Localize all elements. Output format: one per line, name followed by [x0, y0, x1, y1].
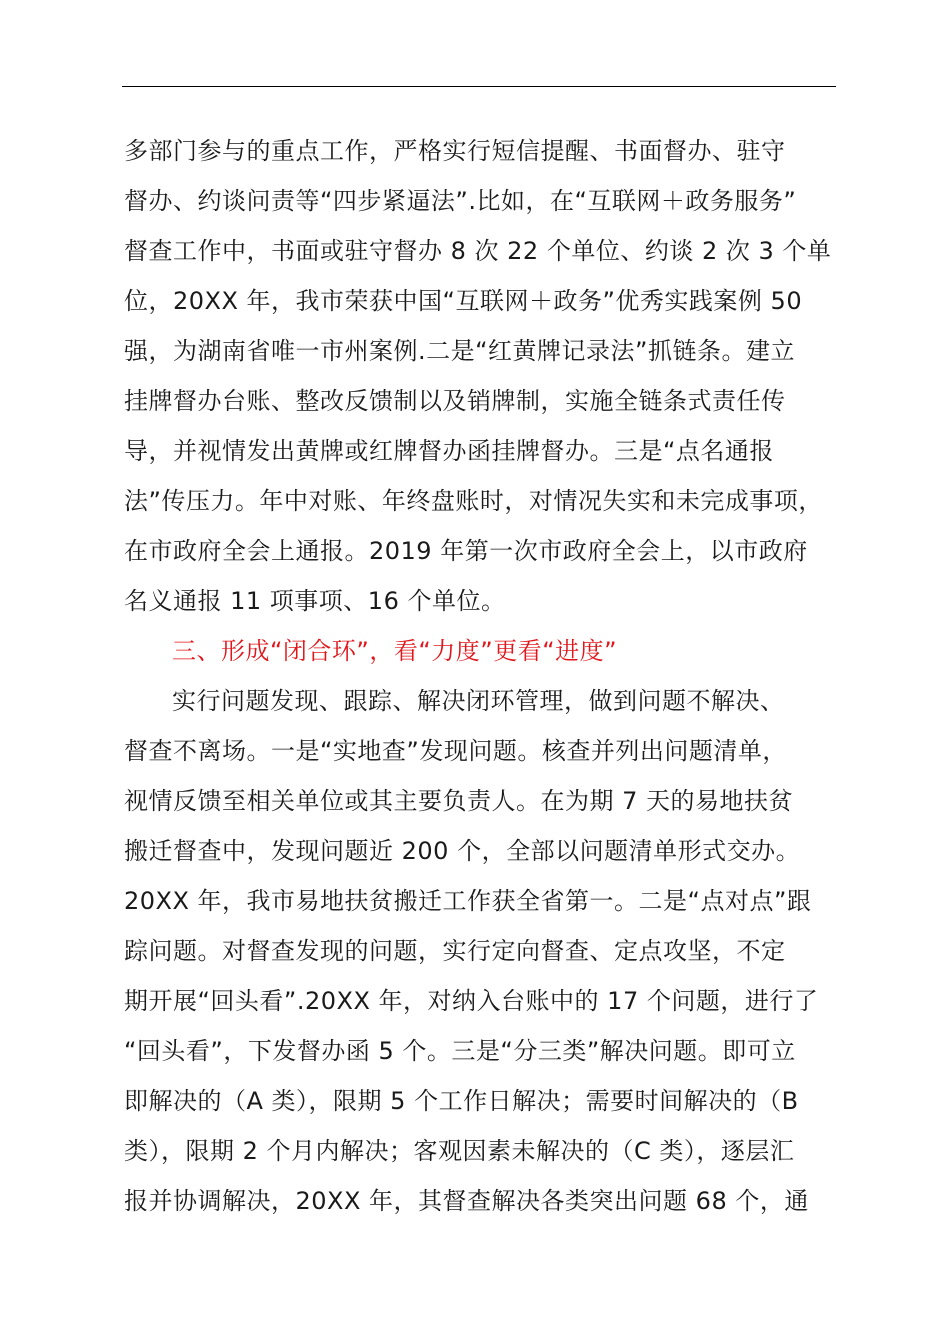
body-line: 期开展“回头看”.20XX 年，对纳入台账中的 17 个问题，进行了: [124, 987, 819, 1015]
body-line: 督查工作中，书面或驻守督办 8 次 22 个单位、约谈 2 次 3 个单: [124, 237, 832, 265]
body-line: 多部门参与的重点工作，严格实行短信提醒、书面督办、驻守: [124, 137, 786, 165]
body-line: 视情反馈至相关单位或其主要负责人。在为期 7 天的易地扶贫: [124, 787, 794, 815]
body-line: 搬迁督查中，发现问题近 200 个，全部以问题清单形式交办。: [124, 837, 801, 865]
body-line: 督查不离场。一是“实地查”发现问题。核查并列出问题清单，: [124, 737, 787, 765]
body-line: 导，并视情发出黄牌或红牌督办函挂牌督办。三是“点名通报: [124, 437, 774, 465]
body-line: 挂牌督办台账、整改反馈制以及销牌制，实施全链条式责任传: [124, 387, 786, 415]
body-line: 报并协调解决，20XX 年，其督查解决各类突出问题 68 个，通: [124, 1187, 809, 1215]
body-line: 法”传压力。年中对账、年终盘账时，对情况失实和未完成事项，: [124, 487, 823, 515]
body-line: “回头看”，下发督办函 5 个。三是“分三类”解决问题。即可立: [124, 1037, 796, 1065]
body-line: 20XX 年，我市易地扶贫搬迁工作获全省第一。二是“点对点”跟: [124, 887, 812, 915]
body-line: 踪问题。对督查发现的问题，实行定向督查、定点攻坚，不定: [124, 937, 786, 965]
body-line: 实行问题发现、跟踪、解决闭环管理，做到问题不解决、: [172, 687, 785, 715]
section-heading: 三、形成“闭合环”，看“力度”更看“进度”: [172, 637, 618, 665]
body-line: 类），限期 2 个月内解决；客观因素未解决的（C 类），逐层汇: [124, 1137, 795, 1165]
body-line: 即解决的（A 类），限期 5 个工作日解决；需要时间解决的（B: [124, 1087, 799, 1115]
header-divider: [122, 86, 836, 87]
body-line: 在市政府全会上通报。2019 年第一次市政府全会上，以市政府: [124, 537, 808, 565]
body-line: 位，20XX 年，我市荣获中国“互联网＋政务”优秀实践案例 50: [124, 287, 803, 315]
body-line: 强，为湖南省唯一市州案例.二是“红黄牌记录法”抓链条。建立: [124, 337, 795, 365]
body-line: 名义通报 11 项事项、16 个单位。: [124, 587, 506, 615]
body-line: 督办、约谈问责等“四步紧逼法”.比如，在“互联网＋政务服务”: [124, 187, 797, 215]
document-body: [124, 126, 864, 1226]
